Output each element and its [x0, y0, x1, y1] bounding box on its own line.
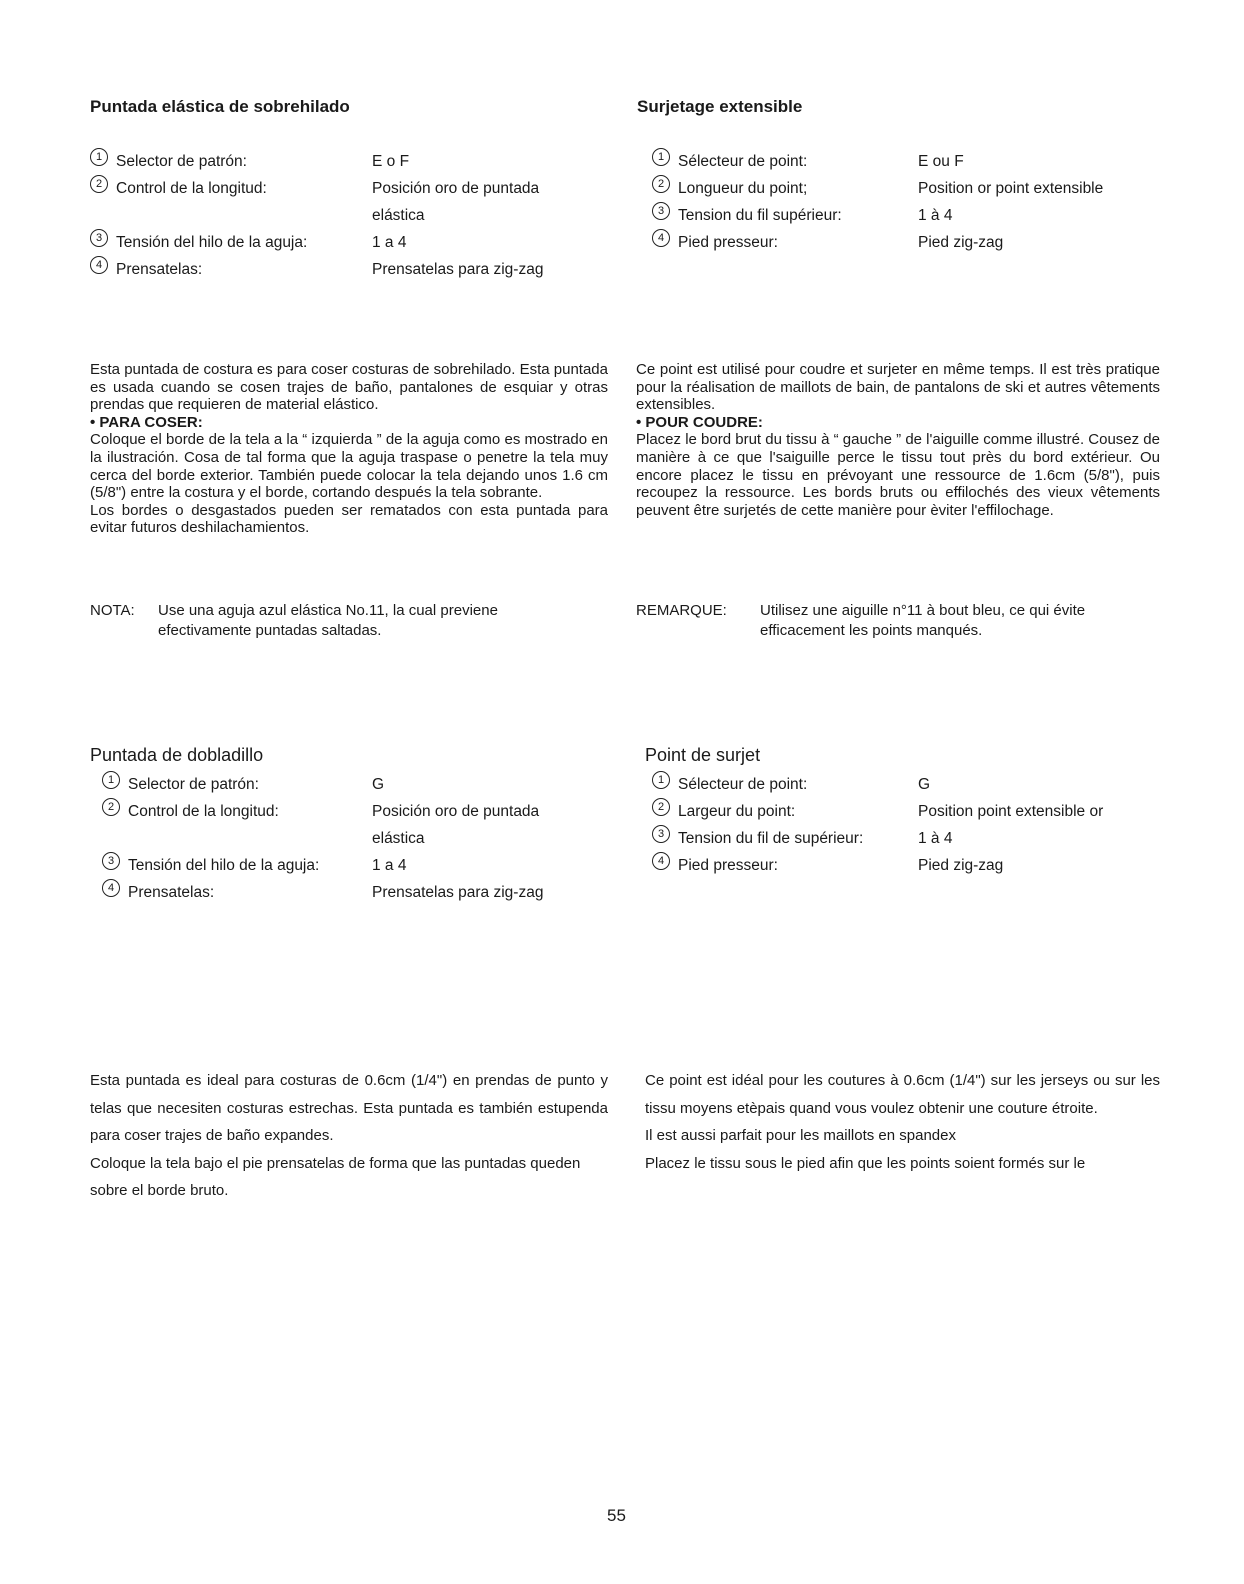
- number-circle-icon: 2: [652, 798, 670, 816]
- spec-value: 1 à 4: [918, 207, 953, 224]
- spec-label: Longueur du point;: [678, 180, 808, 197]
- spec-row: [90, 256, 610, 283]
- spec-value: E o F: [372, 153, 410, 170]
- spec-label: Pied presseur:: [678, 857, 778, 874]
- number-circle-icon: 3: [652, 825, 670, 843]
- spec-value: Posición oro de puntada: [372, 180, 540, 197]
- page-number: 55: [607, 1506, 626, 1525]
- number-circle-icon: 3: [90, 229, 108, 247]
- spec-row: [90, 148, 610, 175]
- spec-row: [652, 229, 1172, 256]
- spec-row: [102, 771, 622, 798]
- section-title: Puntada elástica de sobrehilado: [90, 97, 350, 116]
- subheading: • POUR COUDRE:: [636, 413, 763, 431]
- number-circle-icon: 2: [90, 175, 108, 193]
- spec-row: [652, 771, 1172, 798]
- note-label: REMARQUE:: [636, 602, 727, 619]
- spec-label: Tension du fil supérieur:: [678, 207, 842, 224]
- spec-value: Prensatelas para zig-zag: [372, 884, 544, 901]
- note-label: NOTA:: [90, 602, 135, 619]
- note: [90, 601, 590, 641]
- spec-label: Control de la longitud:: [128, 803, 279, 820]
- number-circle-icon: 3: [652, 202, 670, 220]
- number-circle-icon: 4: [102, 879, 120, 897]
- body-paragraph: Placez le bord brut du tissu à “ gauche ” de l'aiguille comme illustré. Cousez de manière à ce que l'saiguille perce le tissu tout près du bord extérieur. Ou encore placez le tissu en prévoyant une ressource de 1.6cm (5/8"), puis recoupez la ressource. Les bords bruts ou effilochés des vieux vêtements peuvent être surjetés de cette manière pour èviter l'effilochage.: [636, 431, 1160, 519]
- spec-row: [102, 879, 622, 906]
- spec-list: [652, 771, 1172, 879]
- spec-row: [652, 798, 1172, 825]
- note-text: Utilisez une aiguille n°11 à bout bleu, ce qui évite efficacement les points manqués.: [760, 602, 1086, 639]
- spec-value: elástica: [372, 830, 425, 847]
- spec-label: Prensatelas:: [116, 261, 203, 278]
- subheading: • PARA COSER:: [90, 413, 203, 431]
- note-text: Use una aguja azul elástica No.11, la cual previene efectivamente puntadas saltadas.: [158, 602, 498, 639]
- section-title: Point de surjet: [645, 745, 761, 765]
- intro-paragraph: Esta puntada de costura es para coser costuras de sobrehilado. Esta puntada es usada cuando se cosen trajes de baño, pantalones de esquiar y otras prendas que requieren de material elástico.: [90, 361, 608, 414]
- instructions-text: [636, 361, 1160, 519]
- spec-row: [652, 852, 1172, 879]
- spec-row: [102, 798, 622, 825]
- number-circle-icon: 4: [652, 229, 670, 247]
- number-circle-icon: 1: [102, 771, 120, 789]
- spec-label: Tensión del hilo de la aguja:: [128, 857, 320, 874]
- body-paragraph: Placez le tissu sous le pied afin que les points soient formés sur le: [645, 1154, 1086, 1172]
- spec-value: E ou F: [918, 153, 964, 170]
- spec-label: Sélecteur de point:: [678, 776, 808, 793]
- number-circle-icon: 1: [652, 148, 670, 166]
- spec-row: [90, 202, 610, 229]
- number-circle-icon: 1: [90, 148, 108, 166]
- spec-label: Selector de patrón:: [116, 153, 247, 170]
- intro-paragraph: Ce point est utilisé pour coudre et surjeter en même temps. Il est très pratique pour la réalisation de maillots de bain, de pantalons de ski et autres vêtements extensibles.: [636, 361, 1160, 414]
- spec-row: [652, 825, 1172, 852]
- spec-value: Position point extensible or: [918, 803, 1104, 820]
- spec-row: [90, 229, 610, 256]
- spec-label: Sélecteur de point:: [678, 153, 808, 170]
- spec-list: [652, 148, 1172, 256]
- spec-value: Prensatelas para zig-zag: [372, 261, 544, 278]
- note: [636, 601, 1156, 641]
- spec-label: Selector de patrón:: [128, 776, 259, 793]
- instructions-text: [645, 1067, 1160, 1177]
- spec-list: [102, 771, 622, 906]
- spec-value: Position or point extensible: [918, 180, 1104, 197]
- spec-value: Pied zig-zag: [918, 234, 1004, 251]
- number-circle-icon: 4: [652, 852, 670, 870]
- number-circle-icon: 4: [90, 256, 108, 274]
- body-paragraph: Ce point est idéal pour les coutures à 0.6cm (1/4") sur les jerseys ou sur les tissu moyens etèpais quand vous voulez obtenir une couture étroite.: [645, 1072, 1160, 1117]
- spec-value: elástica: [372, 207, 425, 224]
- spec-list: [90, 148, 610, 283]
- spec-row: [102, 852, 622, 879]
- number-circle-icon: 1: [652, 771, 670, 789]
- section-title: Puntada de dobladillo: [90, 745, 264, 765]
- body-paragraph: Il est aussi parfait pour les maillots en spandex: [645, 1127, 956, 1144]
- spec-value: Pied zig-zag: [918, 857, 1004, 874]
- spec-label: Prensatelas:: [128, 884, 215, 901]
- spec-label: Tensión del hilo de la aguja:: [116, 234, 308, 251]
- spec-value: 1 à 4: [918, 830, 953, 847]
- spec-row: [652, 202, 1172, 229]
- section-title: Surjetage extensible: [637, 97, 803, 116]
- number-circle-icon: 2: [652, 175, 670, 193]
- spec-value: G: [918, 776, 931, 793]
- spec-label: Pied presseur:: [678, 234, 778, 251]
- body-paragraph: Coloque la tela bajo el pie prensatelas de forma que las puntadas queden sobre el borde bruto.: [90, 1154, 581, 1199]
- spec-value: G: [372, 776, 385, 793]
- spec-label: Tension du fil de supérieur:: [678, 830, 864, 847]
- instructions-text: [90, 1067, 608, 1205]
- spec-value: Posición oro de puntada: [372, 803, 540, 820]
- spec-value: 1 a 4: [372, 234, 407, 251]
- spec-row: [90, 175, 610, 202]
- spec-label: Control de la longitud:: [116, 180, 267, 197]
- number-circle-icon: 2: [102, 798, 120, 816]
- body-paragraph: Esta puntada es ideal para costuras de 0.6cm (1/4") en prendas de punto y telas que necesiten costuras estrechas. Esta puntada es también estupenda para coser trajes de baño expandes.: [90, 1072, 608, 1144]
- body-paragraph: Los bordes o desgastados pueden ser rematados con esta puntada para evitar futuros deshilachamientos.: [90, 501, 608, 537]
- instructions-text: [90, 361, 608, 537]
- spec-row: [652, 148, 1172, 175]
- spec-row: [102, 825, 622, 852]
- number-circle-icon: 3: [102, 852, 120, 870]
- spec-label: Largeur du point:: [678, 803, 796, 820]
- spec-row: [652, 175, 1172, 202]
- spec-value: 1 a 4: [372, 857, 407, 874]
- body-paragraph: Coloque el borde de la tela a la “ izquierda ” de la aguja como es mostrado en la ilustración. Cosa de tal forma que la aguja traspase o penetre la tela muy cerca del borde exterior. También puede colocar la tela dejando unos 1.6 cm (5/8") entre la costura y el borde, cortando después la tela sobrante.: [90, 431, 608, 502]
